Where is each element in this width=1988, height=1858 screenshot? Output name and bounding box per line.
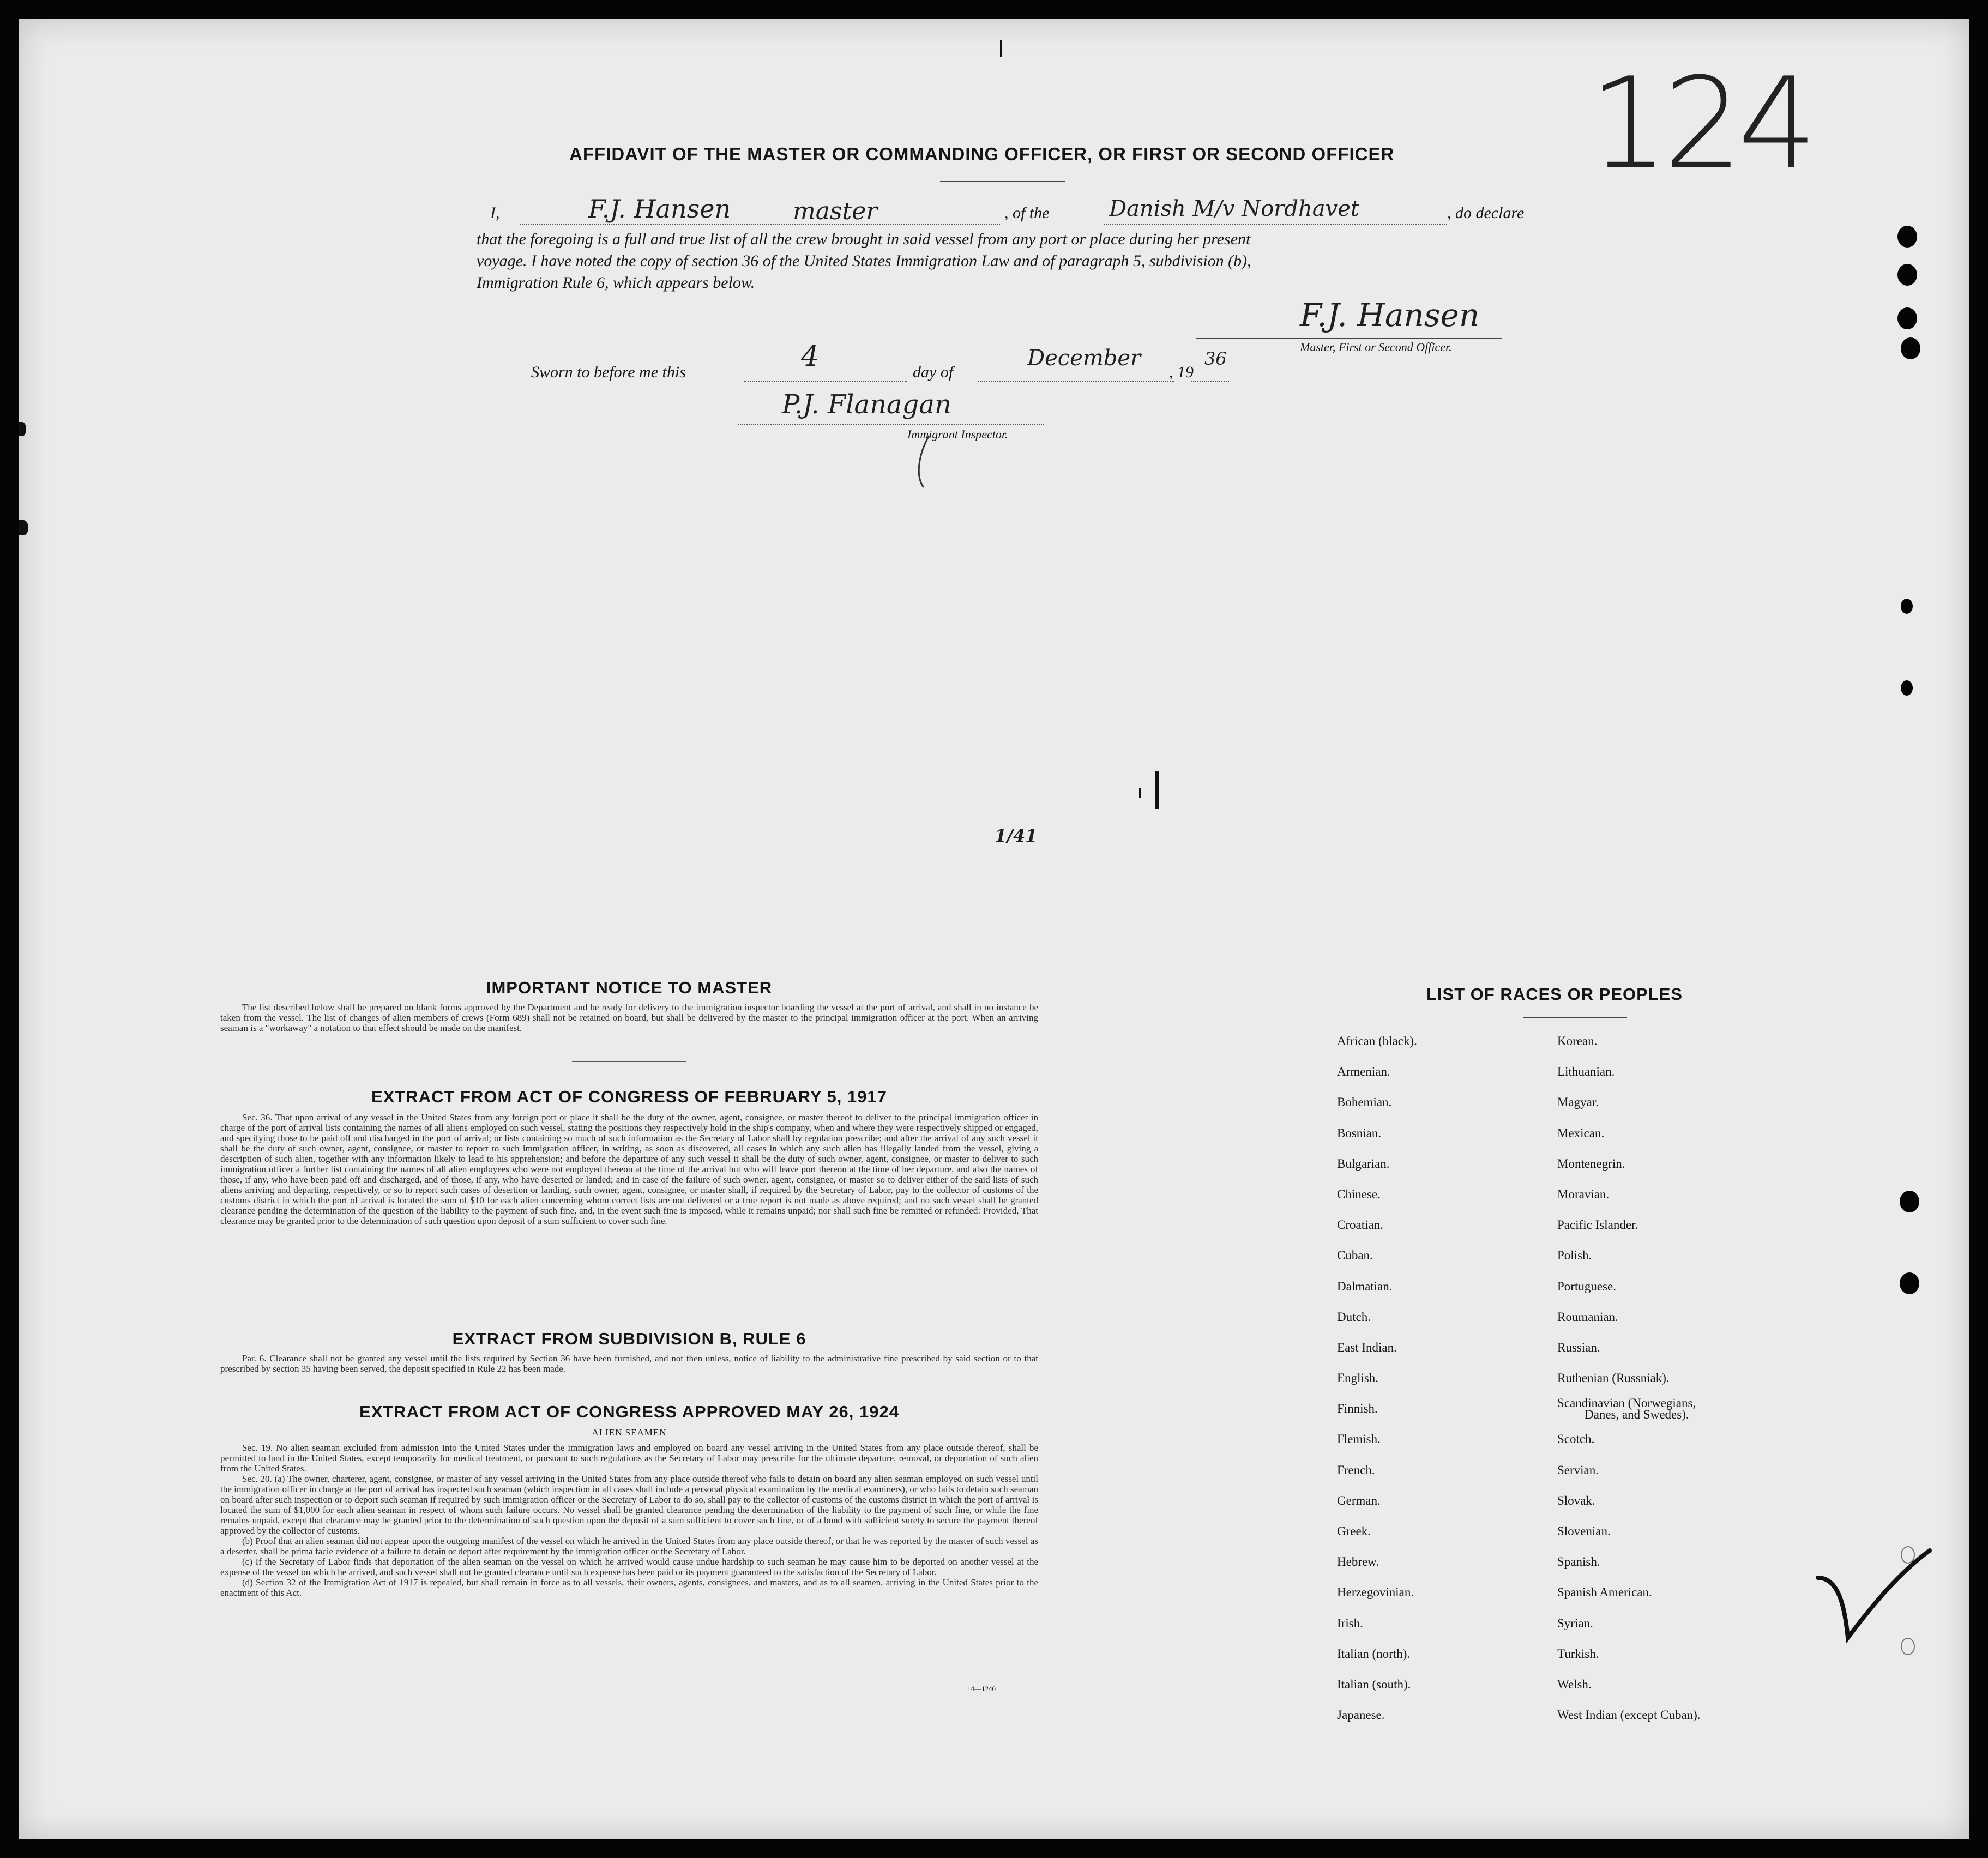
top-mark: [1000, 40, 1002, 57]
race-item: Korean.: [1557, 1034, 1598, 1048]
race-item: Dutch.: [1337, 1310, 1371, 1324]
race-item: Welsh.: [1557, 1677, 1592, 1691]
race-item: Cuban.: [1337, 1248, 1373, 1263]
race-item: Spanish American.: [1557, 1585, 1652, 1600]
races-divider: [1523, 1017, 1627, 1018]
punch-hole: [1901, 599, 1913, 614]
race-item: Polish.: [1557, 1248, 1592, 1263]
extract-1924-body: Sec. 19. No alien seaman excluded from admission into the United States under the immigration laws and employed on board any vessel arriving in the United States from any place outside thereof, shall be permitted to land in the United States, except temporarily for medical treatment, or pursuant to such regulations as the Secretary of Labor may prescribe for the ultimate departure, removal, or deportation of such alien from the United States. Sec. 20. (a) The owner, charterer, agent, consignee, or master of any vessel arriving in the United States from any place outside thereof who fails to detain on board any alien seaman employed on such vessel until the immigration officer in charge at the port of arrival has inspected such seaman (which inspection in all cases shall include a personal physical examination by the medical examiners), or who fails to detain such seaman on board after such inspection or to deport such seaman if required by such immigration officer or the Secretary of Labor to do so, shall pay to the collector of customs of the customs district in which the port of arrival is located the sum of $1,000 for each alien seaman in respect of whom such failure occurs. No vessel shall be granted clearance pending the determination of the liability to the payment of such fine, or while the fine remains unpaid, except that clearance may be granted prior to the determination of such question upon the deposit of a sum sufficient to cover such fine, or of a bond with sufficient surety to secure the payment thereof approved by the collector of customs. (b) Proof that an alien seaman did not appear upon the outgoing manifest of the vessel on which he arrived in the United States from any place outside thereof, or that he was reported by the master of such vessel as a deserter, shall be prima facie evidence of a failure to detain or deport after requirement by the immigration officer or the Secretary of Labor. (c) If the Secretary of Labor finds that deportation of the alien seaman on the vessel on which he arrived would cause undue hardship to such seaman he may cause him to be deported on another vessel at the expense of the vessel on which he arrived, and such vessel shall not be granted clearance until such expense has been paid or its payment guaranteed to the satisfaction of the Secretary of Labor. (d) Section 32 of the Immigration Act of 1917 is repealed, but shall remain in force as to all vessels, their owners, agents, consignees, and masters, and as to all seamen, arriving in the United States prior to the enactment of this Act.: [220, 1443, 1038, 1598]
punch-hole: [1900, 1272, 1919, 1294]
race-item: Croatian.: [1337, 1218, 1383, 1232]
race-item: Chinese.: [1337, 1187, 1381, 1201]
race-item: Slovak.: [1557, 1493, 1595, 1507]
divider: [572, 1061, 686, 1062]
affidavit-heading: AFFIDAVIT OF THE MASTER OR COMMANDING OFFICER, OR FIRST OR SECOND OFFICER: [569, 144, 1395, 164]
punch-hole-outline: [1901, 1638, 1915, 1655]
race-item: Ruthenian (Russniak).: [1557, 1371, 1670, 1385]
page-number: 124: [1589, 51, 1812, 197]
year-prefix: , 19: [1169, 363, 1194, 381]
day-dotted-line: [744, 381, 907, 382]
race-item: French.: [1337, 1463, 1375, 1477]
race-item: Magyar.: [1557, 1095, 1599, 1109]
affidavit-line-3: voyage. I have noted the copy of section 36 of the United States Immigration Law and of paragraph 5, subdivision (b),: [477, 252, 1251, 270]
year-dotted-line: [1191, 381, 1229, 382]
race-item: Bulgarian.: [1337, 1156, 1390, 1171]
affidavit-of-the: , of the: [1004, 204, 1050, 222]
race-item: German.: [1337, 1493, 1381, 1507]
sworn-text: Sworn to before me this: [531, 363, 686, 381]
race-item: Greek.: [1337, 1524, 1371, 1538]
notice-heading: IMPORTANT NOTICE TO MASTER: [486, 978, 773, 997]
month-dotted-line: [978, 381, 1174, 382]
race-item: Roumanian.: [1557, 1310, 1618, 1324]
extract-1917-body: Sec. 36. That upon arrival of any vessel in the United States from any foreign port or place it shall be the duty of the owner, agent, consignee, or master thereof to deliver to the principal immigration officer in charge of the port of arrival lists containing the names of all aliens employed on such vessel, stating the positions they respectively hold in the ship's company, when and where they were respectively shipped or engaged, and specifying those to be paid off and discharged in the port of arrival; or lists containing so much of such information as the Secretary of Labor shall by regulation prescribe; and after the arrival of any such vessel it shall be the duty of such owner, agent, consignee, or master to report to such immigration officer, in writing, as soon as discovered, all cases in which any such alien has illegally landed from the vessel, giving a description of such alien, together with any information likely to lead to his apprehension; and before the departure of any such vessel it shall be the duty of such owner, agent, consignee, or master to deliver to such immigration officer a further list containing the names of all alien employees who were not employed thereon at the time of the arrival but who will leave port thereon at the time of her departure, and also the names of those, if any, who have been paid off and discharged, and of those, if any, who have deserted or landed; and in case of the failure of such owner, agent, consignee, or master so to deliver either of the said lists of such aliens arriving and departing, respectively, or so to report such cases of desertion or landing, such owner, agent, consignee, or master shall, if required by the Secretary of Labor, pay to the collector of customs of the customs district in which the port of arrival is located the sum of $10 for each alien concerning whom correct lists are not delivered or a true report is not made as above required; and no such vessel shall be granted clearance pending the determination of the question of the liability to the payment of such fine, and, in the event such fine is imposed, while it remains unpaid; nor shall such fine be remitted or refunded: Provided, That clearance may be granted prior to the determination of such question upon deposit of a sum sufficient to cover such fine.: [220, 1112, 1038, 1226]
race-item: Italian (south).: [1337, 1677, 1411, 1691]
extract-1917-heading: EXTRACT FROM ACT OF CONGRESS OF FEBRUARY 5, 1917: [371, 1087, 887, 1106]
race-item: Russian.: [1557, 1340, 1600, 1354]
race-item: [1557, 1397, 1786, 1427]
inspector-caption: Immigrant Inspector.: [907, 427, 1008, 441]
check-mark: [1807, 1545, 1938, 1654]
extract-rule6-body: Par. 6. Clearance shall not be granted any vessel until the lists required by Section 36 have been furnished, and not then unless, notice of liability to the administrative fine prescribed by said section or to that prescribed by section 35 having been served, the deposit specified in Rule 22 has been made.: [220, 1353, 1038, 1374]
race-item: Bohemian.: [1337, 1095, 1392, 1109]
handwritten-month: December: [1027, 346, 1141, 371]
race-item: Italian (north).: [1337, 1646, 1411, 1661]
handwritten-name: F.J. Hansen: [588, 194, 731, 224]
race-item: Turkish.: [1557, 1646, 1599, 1661]
extract-rule6-heading: EXTRACT FROM SUBDIVISION B, RULE 6: [452, 1329, 806, 1348]
master-signature: F.J. Hansen: [1300, 297, 1480, 334]
form-number: 14—1240: [967, 1685, 996, 1693]
name-dotted-line: [520, 224, 1000, 225]
race-item: Hebrew.: [1337, 1555, 1379, 1569]
day-of-text: day of: [913, 363, 954, 381]
handwritten-position: master: [793, 197, 878, 225]
alien-seamen-subheading: ALIEN SEAMEN: [592, 1427, 667, 1438]
handwritten-day: 4: [801, 340, 820, 373]
race-item: Syrian.: [1557, 1616, 1593, 1630]
inspector-line: [738, 424, 1044, 425]
races-left-column: [1337, 1034, 1544, 1738]
affidavit-line-2: that the foregoing is a full and true list of all the crew brought in said vessel from any port or place during her present: [477, 230, 1251, 248]
race-item: African (black).: [1337, 1034, 1417, 1048]
inspector-signature: P.J. Flanagan: [782, 389, 951, 420]
stray-mark: [1139, 788, 1141, 798]
punch-hole: [1901, 337, 1920, 359]
race-item: Flemish.: [1337, 1432, 1381, 1446]
document-sheet: [19, 19, 1969, 1839]
affidavit-line-4: Immigration Rule 6, which appears below.: [477, 274, 755, 292]
race-item: Armenian.: [1337, 1065, 1390, 1079]
race-item: Irish.: [1337, 1616, 1363, 1630]
race-item: Portuguese.: [1557, 1279, 1616, 1293]
race-item: Moravian.: [1557, 1187, 1610, 1201]
race-item: Japanese.: [1337, 1708, 1385, 1722]
punch-hole: [1897, 226, 1917, 248]
race-item: Montenegrin.: [1557, 1156, 1625, 1171]
race-item: Slovenian.: [1557, 1524, 1611, 1538]
heading-divider: [940, 181, 1065, 182]
punch-hole: [1900, 1191, 1919, 1212]
edge-mark: [19, 422, 26, 436]
edge-mark: [19, 520, 28, 535]
stray-mark: [1155, 771, 1159, 809]
punch-hole-outline: [1901, 1546, 1915, 1564]
race-item: Dalmatian.: [1337, 1279, 1393, 1293]
extract-1924-heading: EXTRACT FROM ACT OF CONGRESS APPROVED MAY 26, 1924: [359, 1402, 899, 1421]
races-right-column: [1557, 1034, 1786, 1738]
race-item: Lithuanian.: [1557, 1065, 1615, 1079]
pen-stroke: [913, 433, 945, 493]
center-handwritten-mark: 1/41: [995, 825, 1038, 846]
signature-line: [1196, 338, 1502, 339]
race-item: Spanish.: [1557, 1555, 1600, 1569]
affidavit-do-declare: , do declare: [1447, 204, 1525, 222]
race-item: Finnish.: [1337, 1402, 1378, 1416]
notice-body: The list described below shall be prepared on blank forms approved by the Department and be ready for delivery to the immigration inspector boarding the vessel at the port of arrival, and shall in no instance be taken from the vessel. The list of changes of alien members of crews (Form 689) shall not be retained on board, but shall be delivered by the master to the principal immigration officer at the port. When an arriving seaman is a "workaway" a notation to that effect should be made on the manifest.: [220, 1002, 1038, 1033]
affidavit-i: I,: [490, 204, 500, 222]
punch-hole: [1897, 264, 1917, 286]
race-item: Herzegovinian.: [1337, 1585, 1414, 1600]
handwritten-vessel: Danish M/v Nordhavet: [1109, 196, 1359, 221]
race-item: West Indian (except Cuban).: [1557, 1708, 1701, 1722]
race-item: Bosnian.: [1337, 1126, 1382, 1140]
races-heading: LIST OF RACES OR PEOPLES: [1426, 985, 1683, 1004]
punch-hole: [1901, 680, 1913, 696]
punch-hole: [1897, 307, 1917, 329]
race-item: Mexican.: [1557, 1126, 1605, 1140]
race-item-line-1: Scandinavian (Norwegians,: [1557, 1396, 1696, 1410]
race-item: Pacific Islander.: [1557, 1218, 1638, 1232]
race-item: Servian.: [1557, 1463, 1599, 1477]
race-item: English.: [1337, 1371, 1379, 1385]
race-item: Scotch.: [1557, 1432, 1595, 1446]
race-item-line-2: Danes, and Swedes).: [1585, 1408, 1689, 1422]
vessel-dotted-line: [1104, 224, 1447, 225]
signature-caption: Master, First or Second Officer.: [1300, 340, 1452, 354]
race-item: East Indian.: [1337, 1340, 1397, 1354]
handwritten-year: 36: [1204, 348, 1227, 369]
